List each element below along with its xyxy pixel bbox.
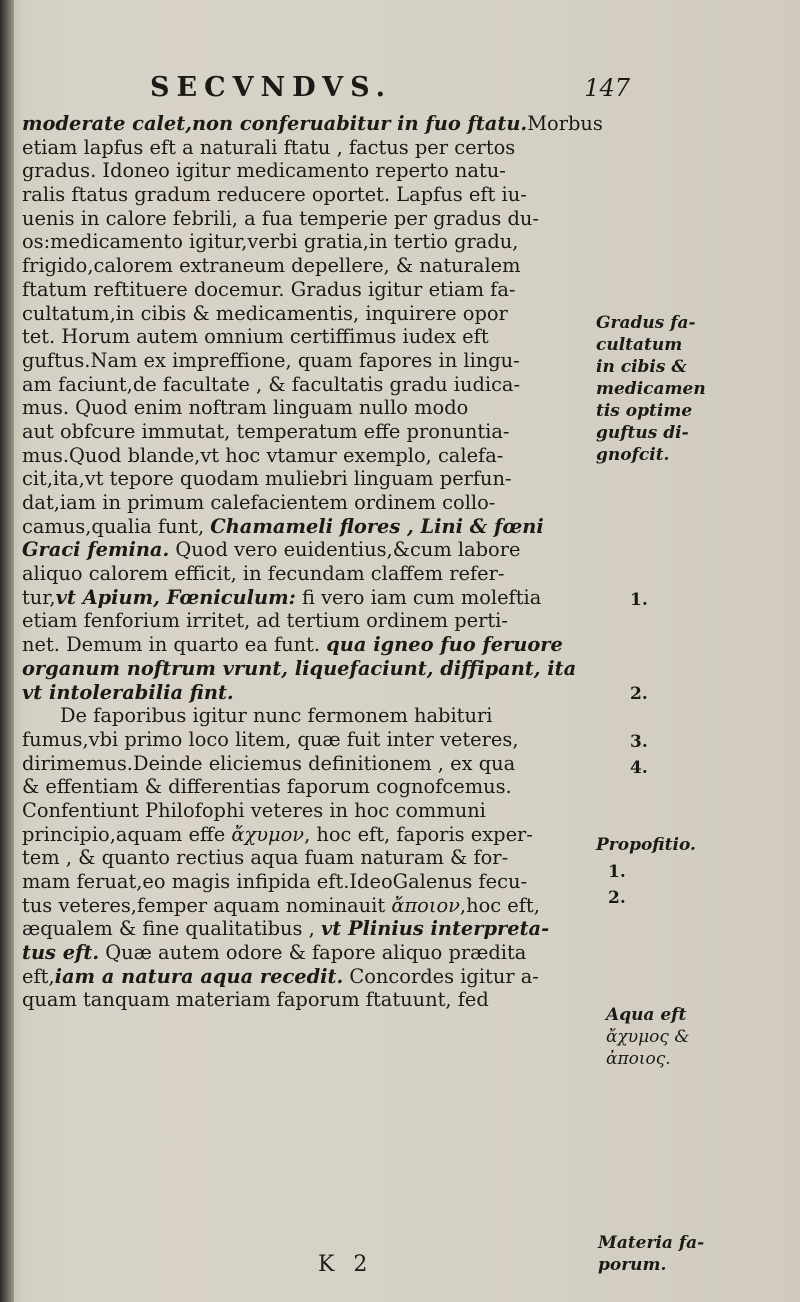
margin-note-materia: [598, 1232, 798, 1276]
margin-line: tis optime: [596, 401, 693, 421]
text-line: [22, 917, 592, 941]
margin-line: cultatum: [596, 335, 683, 355]
text-segment: mus. Quod enim noftram linguam nullo modo: [22, 396, 469, 420]
text-line: [22, 207, 592, 231]
text-segment: & effentiam & differentias faporum cognofcemus.: [22, 775, 512, 799]
text-line: [22, 823, 592, 847]
text-line: [22, 846, 592, 870]
text-segment: aut obfcure immutat, temperatum effe pronuntia-: [22, 419, 510, 443]
text-segment: quam tanquam materiam faporum ftatuunt, fed: [22, 988, 489, 1012]
margin-line: porum.: [598, 1255, 667, 1275]
text-line: [22, 752, 592, 776]
text-line: [22, 586, 592, 610]
margin-note-aqua: [606, 1004, 800, 1070]
text-segment: frigido,calorem extraneum depellere, & naturalem: [22, 254, 521, 278]
text-segment: cultatum,in cibis & medicamentis, inquirere opor: [22, 301, 508, 325]
margin-line: guftus di-: [596, 423, 689, 443]
text-line: [22, 988, 592, 1012]
text-segment: æqualem & fine qualitatibus ,: [22, 917, 321, 941]
text-line: [22, 775, 592, 799]
body-text: [22, 112, 603, 1012]
margin-line: ἄχυμος &: [606, 1027, 690, 1047]
text-segment: tem , & quanto rectius aqua fuam naturam & for-: [22, 846, 509, 870]
text-segment: guftus.Nam ex impreffione, quam fapores in lingu-: [22, 348, 520, 372]
text-line: [22, 491, 592, 515]
margin-line: in cibis &: [596, 357, 687, 377]
text-line: [22, 349, 592, 373]
text-segment: iam a natura aqua recedit.: [54, 964, 344, 988]
text-line: [22, 894, 592, 918]
page-number: 147: [584, 74, 630, 102]
margin-note-gradus: [596, 312, 796, 466]
text-segment: qua igneo fuo feruore: [326, 633, 563, 657]
text-segment: camus,qualia funt,: [22, 514, 211, 538]
text-line: [22, 278, 592, 302]
text-line: [22, 396, 592, 420]
prop-number-2: 2.: [608, 888, 626, 908]
text-line: [22, 302, 592, 326]
text-segment: De faporibus igitur nunc fermonem habituri: [60, 704, 493, 728]
text-line: [22, 112, 603, 136]
text-segment: am faciunt,de facultate , & facultatis gradu iudica-: [22, 372, 521, 396]
text-line: [22, 420, 592, 444]
text-line: [22, 373, 592, 397]
page-header: [150, 72, 630, 106]
prop-number-1: 1.: [608, 862, 626, 882]
text-line: [22, 799, 592, 823]
text-segment: eft,: [22, 964, 55, 988]
text-segment: Chamameli flores , Lini & fœni: [210, 514, 544, 538]
text-segment: tus veteres,femper aquam nominauit: [22, 893, 392, 917]
text-segment: etiam lapfus eft a naturali ftatu , factus per certos: [22, 135, 516, 159]
text-segment: ralis ftatus gradum reducere oportet. Lapfus eft iu-: [22, 183, 527, 207]
text-line: [22, 159, 592, 183]
margin-line: Aqua eft: [606, 1005, 687, 1025]
text-segment: dirimemus.Deinde eliciemus definitionem , ex qua: [22, 751, 516, 775]
text-segment: moderate calet,non conferuabitur in fuo ftatu.: [22, 112, 528, 135]
text-segment: Confentiunt Philofophi veteres in hoc communi: [22, 798, 486, 822]
running-head: SECVNDVS.: [150, 72, 393, 103]
text-line: [22, 325, 592, 349]
text-line: [22, 681, 592, 705]
text-segment: Morbus: [527, 112, 603, 135]
text-segment: vt Apium, Fœniculum:: [55, 585, 296, 609]
degree-number-2: 2.: [630, 684, 648, 704]
text-line: [22, 728, 592, 752]
text-line: [22, 704, 592, 728]
text-segment: cit,ita,vt tepore quodam muliebri linguam perfun-: [22, 467, 512, 491]
text-line: [22, 941, 592, 965]
text-line: [22, 444, 592, 468]
text-segment: fumus,vbi primo loco litem, quæ fuit inter veteres,: [22, 727, 519, 751]
margin-line: Gradus fa-: [596, 313, 696, 333]
text-line: [22, 965, 592, 989]
text-line: [22, 538, 592, 562]
text-line: [22, 562, 592, 586]
text-segment: aliquo calorem efficit, in fecundam claffem refer-: [22, 562, 505, 586]
text-segment: uenis in calore febrili, a fua temperie per gradus du-: [22, 206, 539, 230]
text-line: [22, 870, 592, 894]
text-line: [22, 136, 592, 160]
text-line: [22, 254, 592, 278]
text-line: [22, 515, 592, 539]
text-line: [22, 633, 592, 657]
margin-line: ἀποιος.: [606, 1049, 671, 1069]
text-line: [22, 183, 592, 207]
degree-number-4: 4.: [630, 758, 648, 778]
text-segment: os:medicamento igitur,verbi gratia,in tertio gradu,: [22, 230, 519, 254]
margin-line: medicamen: [596, 379, 706, 399]
text-segment: mam feruat,eo magis infipida eft.IdeoGalenus fecu-: [22, 870, 527, 893]
text-segment: , hoc eft, faporis exper-: [304, 822, 533, 846]
text-segment: principio,aquam effe: [22, 822, 232, 846]
text-segment: vt intolerabilia fint.: [22, 680, 234, 704]
text-segment: Quæ autem odore & fapore aliquo prædita: [99, 941, 527, 965]
text-segment: mus.Quod blande,vt hoc vtamur exemplo, calefa-: [22, 443, 504, 467]
text-segment: tur,: [22, 585, 56, 609]
degree-number-1: 1.: [630, 590, 648, 610]
text-segment: ἄποιον: [391, 893, 460, 917]
text-segment: gradus. Idoneo igitur medicamento reperto natu-: [22, 159, 506, 183]
text-segment: vt Plinius interpreta-: [320, 917, 550, 941]
margin-propositio: Propofitio.: [596, 835, 696, 855]
margin-line: gnofcit.: [596, 445, 670, 465]
text-segment: ἄχυμον: [231, 822, 305, 846]
text-line: [22, 609, 592, 633]
text-line: [22, 657, 592, 681]
text-segment: Quod vero euidentius,&cum labore: [169, 538, 521, 562]
text-segment: etiam fenforium irritet, ad tertium ordinem perti-: [22, 609, 508, 633]
degree-number-3: 3.: [630, 732, 648, 752]
text-segment: fi vero iam cum moleftia: [295, 585, 542, 609]
signature-mark: K 2: [318, 1252, 374, 1277]
text-line: [22, 467, 592, 491]
text-segment: organum noftrum vrunt, liquefaciunt, diffipant, ita: [22, 656, 577, 680]
text-segment: ftatum reftituere docemur. Gradus igitur etiam fa-: [22, 277, 516, 301]
text-line: [22, 230, 592, 254]
text-segment: dat,iam in primum calefacientem ordinem collo-: [22, 491, 496, 514]
text-segment: net. Demum in quarto ea funt.: [22, 633, 327, 657]
margin-line: Materia fa-: [598, 1233, 705, 1253]
text-segment: Graci femina.: [22, 538, 170, 562]
text-segment: Concordes igitur a-: [343, 964, 539, 988]
text-segment: tus eft.: [22, 941, 100, 965]
text-segment: tet. Horum autem omnium certiffimus iudex eft: [22, 325, 489, 349]
binding-gutter: [0, 0, 14, 1302]
text-segment: ,hoc eft,: [459, 893, 540, 917]
